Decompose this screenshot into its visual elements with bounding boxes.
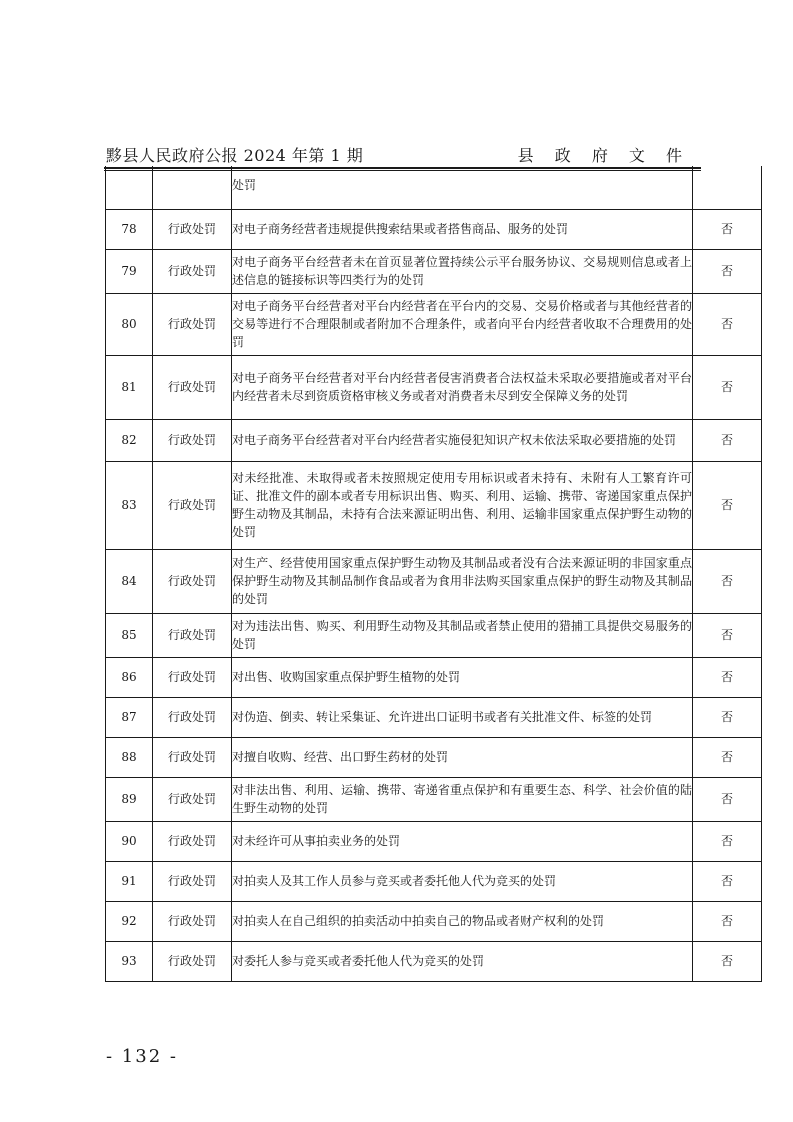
type-cell: 行政处罚 (153, 209, 232, 249)
number-cell: 89 (106, 777, 153, 821)
flag-cell: 否 (693, 737, 762, 777)
item-cell: 处罚 (232, 166, 693, 209)
running-header (106, 143, 690, 165)
number-cell: 92 (106, 901, 153, 941)
flag-cell: 否 (693, 697, 762, 737)
type-cell (153, 166, 232, 209)
flag-cell (693, 166, 762, 209)
flag-cell: 否 (693, 293, 762, 355)
item-cell: 对电子商务平台经营者对平台内经营者在平台内的交易、交易价格或者与其他经营者的交易等进行不合理限制或者附加不合理条件，或者向平台内经营者收取不合理费用的处罚 (232, 293, 693, 355)
flag-cell: 否 (693, 901, 762, 941)
number-cell: 93 (106, 941, 153, 981)
type-cell: 行政处罚 (153, 901, 232, 941)
section-title: 县 政 府 文 件 (517, 146, 690, 165)
number-cell: 80 (106, 293, 153, 355)
type-cell: 行政处罚 (153, 293, 232, 355)
item-cell: 对伪造、倒卖、转让采集证、允许进出口证明书或者有关批准文件、标签的处罚 (232, 697, 693, 737)
table-row (106, 549, 762, 613)
number-cell: 82 (106, 419, 153, 461)
table-row (106, 821, 762, 861)
table-row (106, 777, 762, 821)
table-row (106, 613, 762, 657)
item-cell: 对生产、经营使用国家重点保护野生动物及其制品或者没有合法来源证明的非国家重点保护野生动物及其制品制作食品或者为食用非法购买国家重点保护的野生动物及其制品的处罚 (232, 549, 693, 613)
penalty-table (105, 166, 762, 982)
type-cell: 行政处罚 (153, 355, 232, 419)
item-cell: 对非法出售、利用、运输、携带、寄递省重点保护和有重要生态、科学、社会价值的陆生野生动物的处罚 (232, 777, 693, 821)
number-cell: 85 (106, 613, 153, 657)
item-cell: 对未经批准、未取得或者未按照规定使用专用标识或者未持有、未附有人工繁育许可证、批准文件的副本或者专用标识出售、购买、利用、运输、携带、寄递国家重点保护野生动物及其制品，未持有合法来源证明出售、利用、运输非国家重点保护野生动物的处罚 (232, 461, 693, 549)
type-cell: 行政处罚 (153, 657, 232, 697)
number-cell: 79 (106, 249, 153, 293)
table-row (106, 657, 762, 697)
flag-cell: 否 (693, 777, 762, 821)
flag-cell: 否 (693, 821, 762, 861)
table-row (106, 419, 762, 461)
type-cell: 行政处罚 (153, 249, 232, 293)
type-cell: 行政处罚 (153, 697, 232, 737)
item-cell: 对电子商务平台经营者对平台内经营者侵害消费者合法权益未采取必要措施或者对平台内经营者未尽到资质资格审核义务或者对消费者未尽到安全保障义务的处罚 (232, 355, 693, 419)
table-row (106, 249, 762, 293)
item-cell: 对拍卖人及其工作人员参与竞买或者委托他人代为竞买的处罚 (232, 861, 693, 901)
item-cell: 对电子商务平台经营者未在首页显著位置持续公示平台服务协议、交易规则信息或者上述信息的链接标识等四类行为的处罚 (232, 249, 693, 293)
type-cell: 行政处罚 (153, 777, 232, 821)
flag-cell: 否 (693, 209, 762, 249)
type-cell: 行政处罚 (153, 821, 232, 861)
type-cell: 行政处罚 (153, 461, 232, 549)
item-cell: 对电子商务平台经营者对平台内经营者实施侵犯知识产权未依法采取必要措施的处罚 (232, 419, 693, 461)
table-row (106, 461, 762, 549)
item-cell: 对擅自收购、经营、出口野生药材的处罚 (232, 737, 693, 777)
number-cell: 84 (106, 549, 153, 613)
flag-cell: 否 (693, 461, 762, 549)
table-row (106, 293, 762, 355)
table-row (106, 209, 762, 249)
table-row (106, 861, 762, 901)
number-cell: 88 (106, 737, 153, 777)
type-cell: 行政处罚 (153, 613, 232, 657)
item-cell: 对拍卖人在自己组织的拍卖活动中拍卖自己的物品或者财产权利的处罚 (232, 901, 693, 941)
flag-cell: 否 (693, 657, 762, 697)
number-cell: 78 (106, 209, 153, 249)
number-cell: 86 (106, 657, 153, 697)
table-row-continuation (106, 166, 762, 209)
flag-cell: 否 (693, 355, 762, 419)
item-cell: 对委托人参与竞买或者委托他人代为竞买的处罚 (232, 941, 693, 981)
number-cell: 90 (106, 821, 153, 861)
item-cell: 对电子商务经营者违规提供搜索结果或者搭售商品、服务的处罚 (232, 209, 693, 249)
flag-cell: 否 (693, 419, 762, 461)
table-row (106, 697, 762, 737)
bulletin-title: 黟县人民政府公报 2024 年第 1 期 (106, 146, 364, 165)
number-cell: 81 (106, 355, 153, 419)
flag-cell: 否 (693, 613, 762, 657)
item-cell: 对未经许可从事拍卖业务的处罚 (232, 821, 693, 861)
table-row (106, 355, 762, 419)
table-row (106, 941, 762, 981)
page-number: - 132 - (106, 1046, 178, 1067)
item-cell: 对为违法出售、购买、利用野生动物及其制品或者禁止使用的猎捕工具提供交易服务的处罚 (232, 613, 693, 657)
number-cell (106, 166, 153, 209)
item-cell: 对出售、收购国家重点保护野生植物的处罚 (232, 657, 693, 697)
type-cell: 行政处罚 (153, 941, 232, 981)
table-row (106, 901, 762, 941)
type-cell: 行政处罚 (153, 861, 232, 901)
flag-cell: 否 (693, 941, 762, 981)
table-row (106, 737, 762, 777)
number-cell: 91 (106, 861, 153, 901)
number-cell: 87 (106, 697, 153, 737)
flag-cell: 否 (693, 249, 762, 293)
flag-cell: 否 (693, 549, 762, 613)
type-cell: 行政处罚 (153, 419, 232, 461)
type-cell: 行政处罚 (153, 549, 232, 613)
type-cell: 行政处罚 (153, 737, 232, 777)
number-cell: 83 (106, 461, 153, 549)
flag-cell: 否 (693, 861, 762, 901)
